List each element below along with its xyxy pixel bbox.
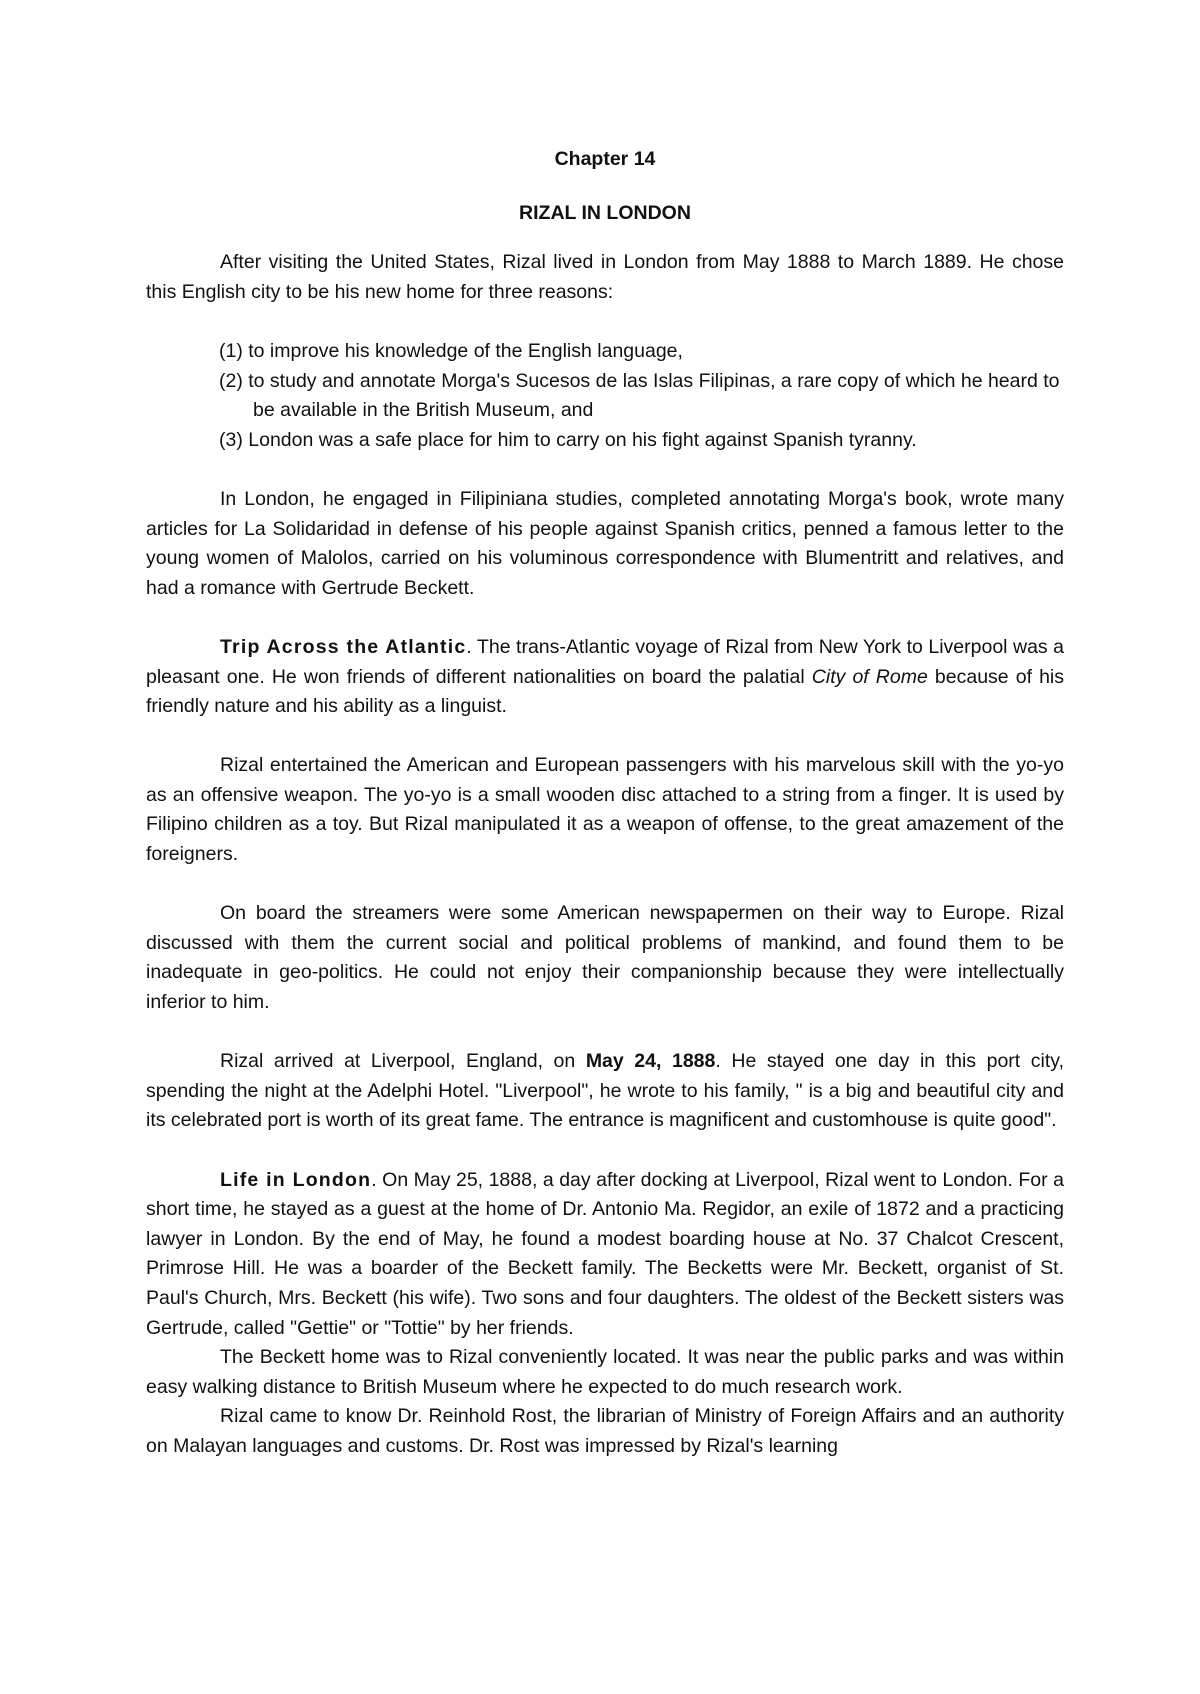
trip-paragraph	[146, 633, 1064, 722]
reason-item: (2) to study and annotate Morga's Sucesos de las Islas Filipinas, a rare copy of which he heard to be available in the British Museum, and	[219, 369, 1060, 422]
newspapermen-paragraph: On board the streamers were some American newspapermen on their way to Europe. Rizal discussed with them the current social and political problems of mankind, and found them to be inadequate in geo-politics. He could not enjoy their companionship because they were intellectually inferior to him.	[146, 902, 1064, 1014]
liverpool-text-a: Rizal arrived at Liverpool, England, on	[220, 1050, 586, 1073]
chapter-title: RIZAL IN LONDON	[519, 201, 691, 224]
reason-item: (1) to improve his knowledge of the English language,	[219, 339, 683, 362]
intro-paragraph: After visiting the United States, Rizal lived in London from May 1888 to March 1889. He chose this English city to be his new home for three reasons:	[146, 251, 1064, 303]
liverpool-paragraph	[146, 1047, 1064, 1136]
document-body	[146, 145, 1064, 1462]
chapter-number: Chapter 14	[554, 148, 656, 170]
trip-heading: Trip Across the Atlantic	[220, 635, 467, 658]
trip-text-a: . The trans-Atlantic voyage of Rizal from New York to Liverpool was a pleasant one. He won friends of different nationalities on board the palatial	[146, 635, 1064, 688]
ship-name: City of Rome	[811, 665, 928, 688]
reasons-list	[146, 337, 1064, 455]
trip-text-b: because of his friendly nature and his ability as a linguist.	[146, 665, 1065, 718]
life-text: . On May 25, 1888, a day after docking at Liverpool, Rizal went to London. For a short time, he stayed as a guest at the home of Dr. Antonio Ma. Regidor, an exile of 1872 and a practicing lawyer in London. By the end of May, he found a modest boarding house at No. 37 Chalcot Crescent, Primrose Hill. He was a boarder of the Beckett family. The Becketts were Mr. Beckett, organist of St. Paul's Church, Mrs. Beckett (his wife). Two sons and four daughters. The oldest of the Beckett sisters was Gertrude, called "Gettie" or "Tottie" by her friends.	[146, 1168, 1064, 1339]
yoyo-paragraph: Rizal entertained the American and European passengers with his marvelous skill with the yo-yo as an offensive weapon. The yo-yo is a small wooden disc attached to a string from a finger. It is used by Filipino children as a toy. But Rizal manipulated it as a weapon of offense, to the great amazement of the foreigners.	[146, 754, 1064, 866]
studies-paragraph: In London, he engaged in Filipiniana studies, completed annotating Morga's book, wrote many articles for La Solidaridad in defense of his people against Spanish critics, penned a famous letter to the young women of Malolos, carried on his voluminous correspondence with Blumentritt and relatives, and had a romance with Gertrude Beckett.	[146, 487, 1064, 599]
rost-paragraph: Rizal came to know Dr. Reinhold Rost, the librarian of Ministry of Foreign Affairs and an authority on Malayan languages and customs. Dr. Rost was impressed by Rizal's learning	[146, 1405, 1064, 1457]
beckett-home-paragraph: The Beckett home was to Rizal conveniently located. It was near the public parks and was within easy walking distance to British Museum where he expected to do much research work.	[146, 1346, 1064, 1398]
reason-item: (3) London was a safe place for him to carry on his fight against Spanish tyranny.	[219, 428, 917, 451]
arrival-date: May 24, 1888	[585, 1050, 716, 1073]
life-heading: Life in London	[220, 1168, 372, 1191]
liverpool-text-b: . He stayed one day in this port city, spending the night at the Adelphi Hotel. "Liverpool", he wrote to his family, " is a big and beautiful city and its celebrated port is worth of its great fame. The entrance is magnificent and customhouse is quite good".	[146, 1050, 1064, 1132]
life-paragraph	[146, 1166, 1064, 1344]
